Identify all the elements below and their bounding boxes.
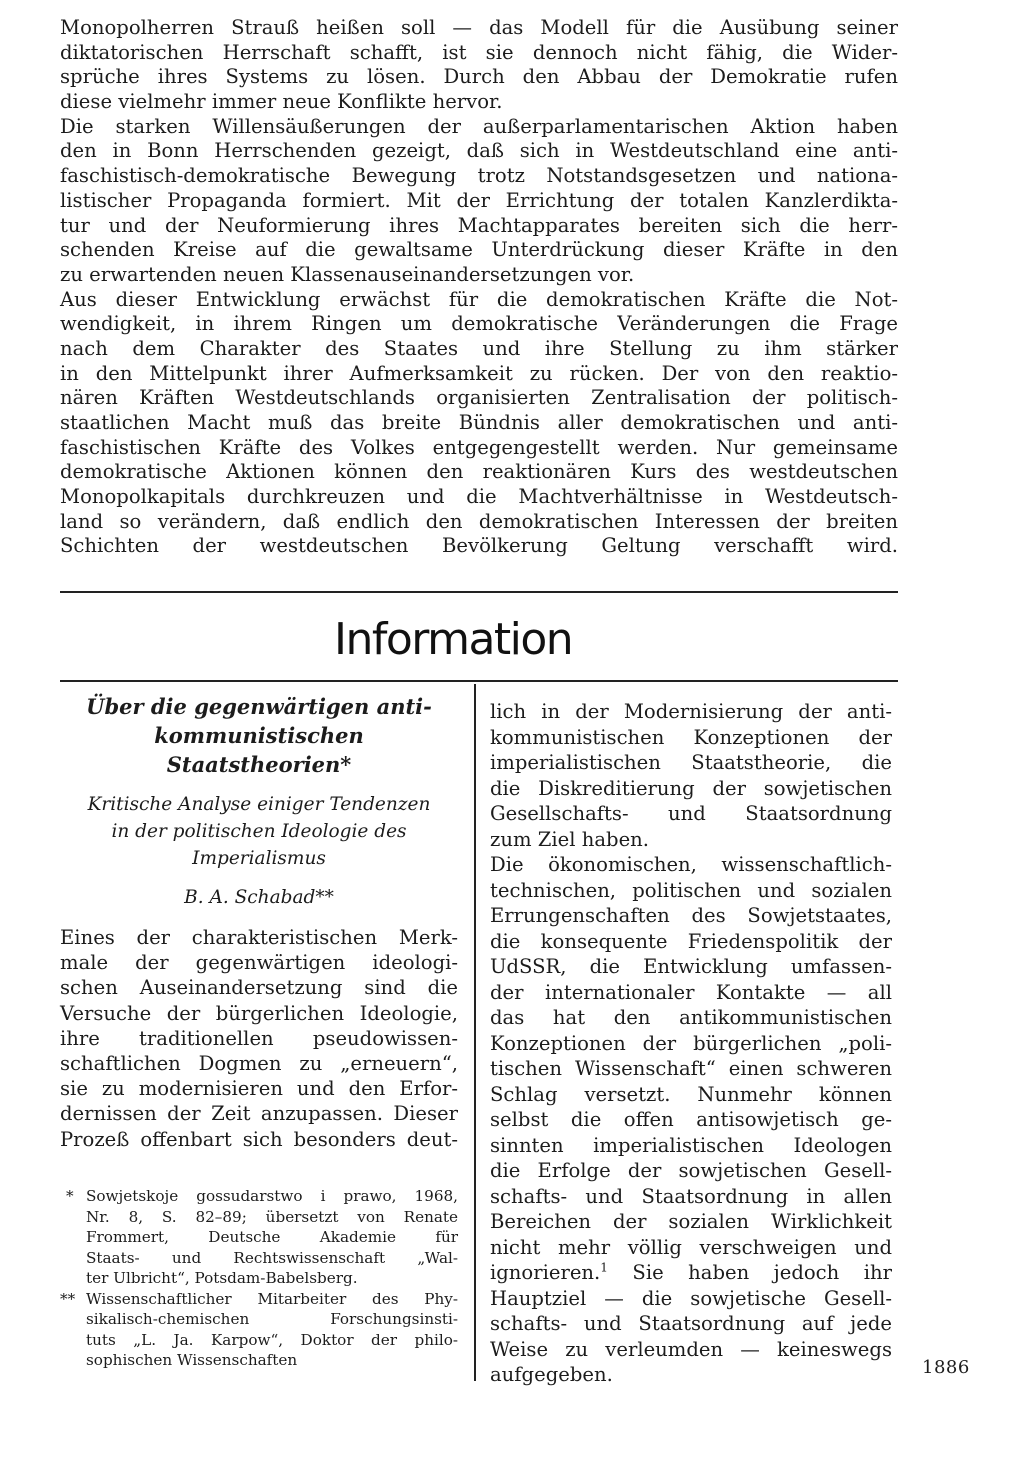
- section-heading: Information: [334, 614, 573, 665]
- article-subtitle: [60, 791, 458, 872]
- footnote-mark: *: [66, 1187, 74, 1205]
- section-rule-top: [60, 591, 898, 593]
- text-line: Weise zu verleumden — keineswegs: [490, 1337, 892, 1361]
- text-line: staatlichen Macht muß das breite Bündnis aller demokratischen und anti-: [60, 411, 898, 434]
- article-subtitle-line: Kritische Analyse einiger Tendenzen: [87, 794, 431, 815]
- text-line: dernissen der Zeit anzupassen. Dieser: [60, 1102, 458, 1126]
- text-line: faschistischen Kräfte des Volkes entgegengestellt werden. Nur gemeinsame: [60, 435, 898, 459]
- text-fragment: Sie haben jedoch ihr: [632, 1261, 893, 1284]
- intro-text: [60, 16, 898, 559]
- footnote-reference: 1: [600, 1260, 608, 1275]
- article-body-left: [60, 925, 458, 1152]
- footnote-line: Sowjetskoje gossudarstwo i prawo, 1968,: [86, 1187, 458, 1205]
- text-line: schafts- und Staatsordnung in allen: [490, 1184, 892, 1208]
- text-line: Bereichen der sozialen Wirklichkeit: [490, 1210, 892, 1233]
- text-line: [490, 1260, 892, 1286]
- text-line: die Erfolge der sowjetischen Gesell-: [490, 1159, 892, 1182]
- footnote-line: sikalisch-chemischen Forschungsinsti-: [86, 1310, 458, 1328]
- footnote-line: ter Ulbricht“, Potsdam-Babelsberg.: [86, 1269, 358, 1287]
- footnote: [60, 1289, 458, 1371]
- text-line: diese vielmehr immer neue Konflikte hervor.: [60, 90, 503, 114]
- text-line: Monopolkapitals durchkreuzen und die Machtverhältnisse in Westdeutsch-: [60, 485, 898, 509]
- text-line: schaftlichen Dogmen zu „erneuern“,: [60, 1051, 458, 1075]
- text-fragment: ignorieren.: [490, 1261, 601, 1284]
- column-divider: [474, 684, 476, 1381]
- text-line: Monopolherren Strauß heißen soll — das Modell für die Ausübung seiner: [60, 16, 898, 39]
- text-line: Die starken Willensäußerungen der außerparlamentarischen Aktion haben: [60, 114, 898, 138]
- text-line: technischen, politischen und sozialen: [490, 878, 892, 902]
- text-line: Schlag versetzt. Nunmehr können: [490, 1082, 892, 1106]
- text-line: wendigkeit, in ihrem Ringen um demokratische Veränderungen die Frage: [60, 312, 898, 336]
- section-rule-bottom: [60, 680, 898, 682]
- text-line: der internationaler Kontakte — all: [490, 980, 892, 1004]
- text-line: die Diskreditierung der sowjetischen: [490, 776, 892, 800]
- text-line: listischer Propaganda formiert. Mit der Errichtung der totalen Kanzlerdikta-: [60, 188, 898, 212]
- footnote-line: sophischen Wissenschaften: [86, 1351, 298, 1369]
- text-line: UdSSR, die Entwicklung umfassen-: [490, 955, 892, 978]
- text-line: zu erwartenden neuen Klassenauseinandersetzungen vor.: [60, 262, 635, 286]
- text-line: nach dem Charakter des Staates und ihre Stellung zu ihm stärker: [60, 336, 898, 360]
- text-line: Die ökonomischen, wissenschaftlich-: [490, 853, 892, 876]
- article-body-right: [490, 699, 892, 1388]
- text-line: Konzeptionen der bürgerlichen „poli-: [490, 1031, 892, 1055]
- article-subtitle-line: in der politischen Ideologie des: [111, 821, 407, 842]
- article-title-line: Über die gegenwärtigen anti-: [86, 694, 432, 719]
- text-line: Gesellschafts- und Staatsordnung: [490, 802, 892, 825]
- text-line: faschistisch-demokratische Bewegung trotz Notstandsgesetzen und nationa-: [60, 164, 898, 188]
- article-author: B. A. Schabad**: [184, 887, 334, 908]
- footnote-line: Staats- und Rechtswissenschaft „Wal-: [86, 1248, 458, 1267]
- page-number: 1886: [922, 1357, 970, 1378]
- text-line: den in Bonn Herrschenden gezeigt, daß sich in Westdeutschland eine anti-: [60, 139, 898, 163]
- footnote-line: Nr. 8, S. 82–89; übersetzt von Renate: [86, 1207, 458, 1226]
- text-line: nicht mehr völlig verschweigen und: [490, 1235, 892, 1259]
- text-line: zum Ziel haben.: [490, 827, 650, 851]
- text-line: selbst die offen antisowjetisch ge-: [490, 1108, 892, 1131]
- text-line: imperialistischen Staatstheorie, die: [490, 751, 892, 774]
- text-line: kommunistischen Konzeptionen der: [490, 725, 892, 749]
- text-line: in den Mittelpunkt ihrer Aufmerksamkeit zu rücken. Der von den reaktio-: [60, 361, 898, 385]
- text-line: Versuche der bürgerlichen Ideologie,: [60, 1001, 458, 1025]
- article-header: [60, 692, 458, 911]
- text-line: das hat den antikommunistischen: [490, 1006, 892, 1029]
- text-line: aufgegeben.: [490, 1363, 613, 1386]
- text-line: Hauptziel — die sowjetische Gesell-: [490, 1286, 892, 1310]
- footnote-line: Frommert, Deutsche Akademie für: [86, 1228, 458, 1246]
- text-line: sinnten imperialistischen Ideologen: [490, 1133, 892, 1157]
- footnote-mark: **: [60, 1289, 76, 1308]
- footnote: [66, 1186, 458, 1289]
- text-line: schafts- und Staatsordnung auf jede: [490, 1312, 892, 1335]
- text-line: ihre traditionellen pseudowissen-: [60, 1026, 458, 1050]
- text-line: demokratische Aktionen können den reaktionären Kurs des westdeutschen: [60, 460, 898, 484]
- text-line: schen Auseinandersetzung sind die: [60, 976, 458, 1000]
- text-line: male der gegenwärtigen ideologi-: [60, 951, 458, 975]
- text-line: tischen Wissenschaft“ einen schweren: [490, 1057, 892, 1080]
- text-line: Eines der charakteristischen Merk-: [60, 926, 458, 949]
- text-line: die konsequente Friedenspolitik der: [490, 929, 892, 953]
- text-line: land so verändern, daß endlich den demokratischen Interessen der breiten: [60, 509, 898, 533]
- text-line: schenden Kreise auf die gewaltsame Unterdrückung dieser Kräfte in den: [60, 238, 898, 262]
- footnote-line: Wissenschaftlicher Mitarbeiter des Phy-: [86, 1289, 458, 1308]
- text-line: Prozeß offenbart sich besonders deut-: [60, 1127, 458, 1151]
- text-line: sprüche ihres Systems zu lösen. Durch den Abbau der Demokratie rufen: [60, 65, 898, 89]
- article-subtitle-line: Imperialismus: [192, 848, 326, 869]
- text-line: lich in der Modernisierung der anti-: [490, 700, 892, 723]
- text-line: sie zu modernisieren und den Erfor-: [60, 1077, 458, 1101]
- article-title: [60, 692, 458, 779]
- footnote-line: tuts „L. Ja. Karpow“, Doktor der philo-: [86, 1330, 458, 1349]
- text-line: Schichten der westdeutschen Bevölkerung Geltung verschafft wird.: [60, 534, 898, 558]
- text-line: diktatorischen Herrschaft schafft, ist sie dennoch nicht fähig, die Wider-: [60, 40, 898, 64]
- footnotes: [60, 1186, 458, 1371]
- text-line: nären Kräften Westdeutschlands organisierten Zentralisation der politisch-: [60, 386, 898, 410]
- text-line: tur und der Neuformierung ihres Machtapparates bereiten sich die herr-: [60, 213, 898, 237]
- text-line: Errungenschaften des Sowjetstaates,: [490, 904, 892, 927]
- article-title-line: kommunistischen Staatstheorien*: [154, 723, 364, 777]
- text-line: Aus dieser Entwicklung erwächst für die demokratischen Kräfte die Not-: [60, 287, 898, 311]
